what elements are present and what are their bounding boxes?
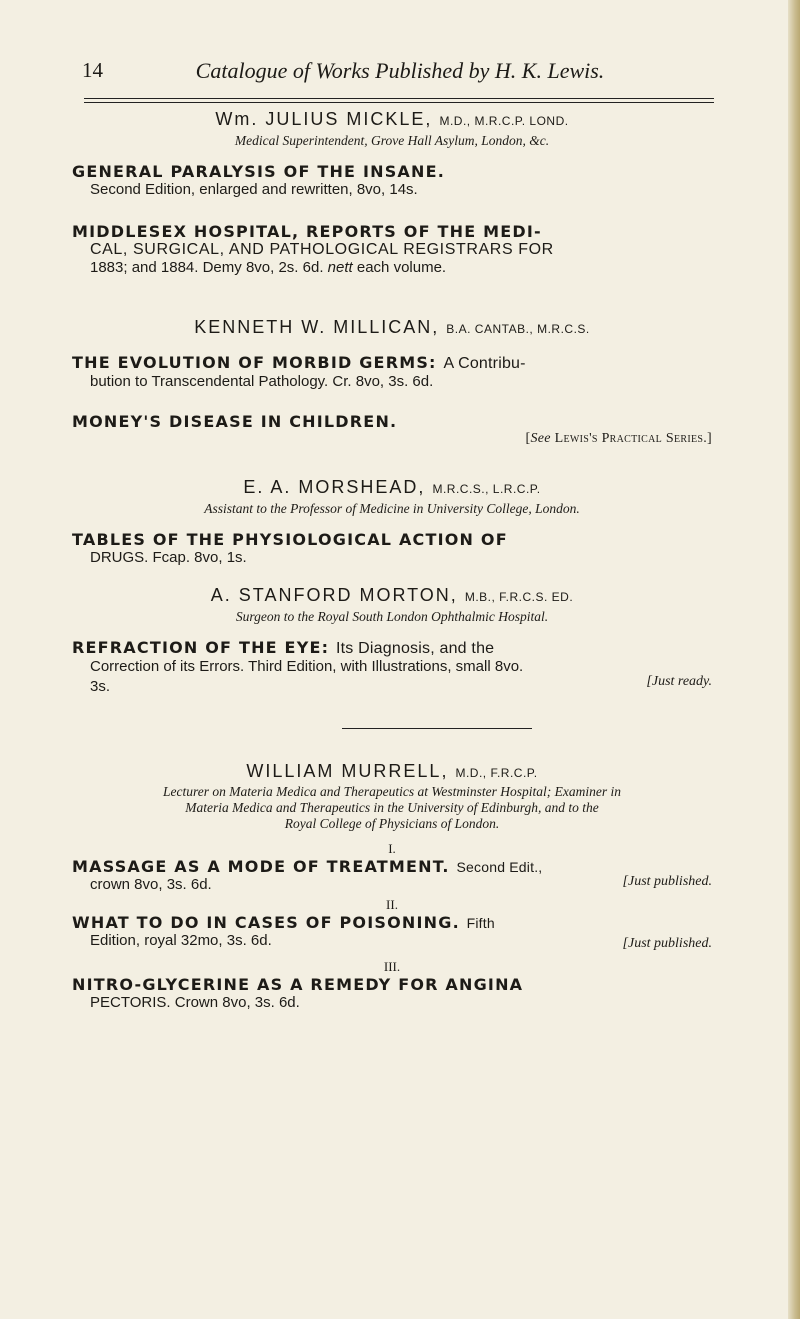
book-description: PECTORIS. Crown 8vo, 3s. 6d. bbox=[90, 994, 300, 1011]
description-line bbox=[72, 932, 712, 954]
author-degrees: M.D., F.R.C.P. bbox=[455, 766, 538, 780]
author-affiliation: Assistant to the Professor of Medicine in University College, London. bbox=[204, 501, 580, 516]
author-name: KENNETH W. MILLICAN, B.A. CANTAB., M.R.C.S. bbox=[194, 317, 590, 337]
section-rule bbox=[342, 728, 532, 729]
book-title: THE EVOLUTION OF MORBID GERMS: A Contribu- bbox=[72, 353, 526, 372]
author-degrees: M.B., F.R.C.S. ED. bbox=[464, 590, 574, 604]
book-title: NITRO-GLYCERINE AS A REMEDY FOR ANGINA bbox=[72, 975, 524, 994]
book-description: Correction of its Errors. Third Edition, with Illustrations, small 8vo. bbox=[90, 658, 524, 675]
book-title: MASSAGE AS A MODE OF TREATMENT. Second Edit., bbox=[72, 857, 543, 876]
book-status: [Just published. bbox=[622, 936, 712, 951]
price-line bbox=[72, 676, 712, 696]
book-status: [Just ready. bbox=[646, 674, 712, 689]
book-title: REFRACTION OF THE EYE: Its Diagnosis, and the bbox=[72, 638, 495, 657]
author-name: E. A. MORSHEAD, M.R.C.S., L.R.C.P. bbox=[243, 477, 541, 497]
running-head: Catalogue of Works Published by H. K. Lewis. bbox=[195, 58, 605, 83]
book-description: Second Edition, enlarged and rewritten, 8vo, 14s. bbox=[90, 181, 418, 198]
author-name: Wm. JULIUS MICKLE, M.D., M.R.C.P. LOND. bbox=[215, 109, 569, 129]
author-affiliation-line: Lecturer on Materia Medica and Therapeutics at Westminster Hospital; Examiner in bbox=[163, 784, 621, 799]
entry-millican bbox=[72, 316, 712, 447]
entry-morshead bbox=[72, 476, 712, 567]
author-degrees: M.D., M.R.C.P. LOND. bbox=[439, 114, 569, 128]
book-description: Edition, royal 32mo, 3s. 6d. bbox=[90, 932, 272, 949]
entry-mickle bbox=[72, 108, 712, 277]
book-title-continued: CAL, SURGICAL, AND PATHOLOGICAL REGISTRARS FOR bbox=[90, 241, 554, 258]
book-description: DRUGS. Fcap. 8vo, 1s. bbox=[90, 549, 247, 566]
page-edge bbox=[788, 0, 800, 1319]
book-description: crown 8vo, 3s. 6d. bbox=[90, 876, 212, 893]
item-numeral: II. bbox=[386, 897, 398, 912]
book-price: 3s. bbox=[90, 678, 111, 695]
book-title: WHAT TO DO IN CASES OF POISONING. Fifth bbox=[72, 913, 495, 932]
author-name: WILLIAM MURRELL, M.D., F.R.C.P. bbox=[246, 761, 538, 781]
author-affiliation-line: Royal College of Physicians of London. bbox=[284, 816, 500, 831]
entry-morton bbox=[72, 584, 712, 696]
author-affiliation-line: Materia Medica and Therapeutics in the University of Edinburgh, and to the bbox=[185, 800, 599, 815]
header-rule bbox=[84, 98, 714, 103]
see-note: [See Lewis's Practical Series.] bbox=[525, 431, 712, 446]
item-numeral: I. bbox=[388, 841, 396, 856]
page-number: 14 bbox=[82, 58, 103, 82]
book-title: GENERAL PARALYSIS OF THE INSANE. bbox=[72, 162, 446, 181]
author-degrees: M.R.C.S., L.R.C.P. bbox=[432, 482, 541, 496]
author-affiliation: Medical Superintendent, Grove Hall Asylum, London, &c. bbox=[234, 133, 550, 148]
book-title: TABLES OF THE PHYSIOLOGICAL ACTION OF bbox=[72, 530, 508, 549]
entry-murrell bbox=[72, 760, 712, 1012]
book-status: [Just published. bbox=[622, 874, 712, 889]
book-description: bution to Transcendental Pathology. Cr. 8vo, 3s. 6d. bbox=[90, 373, 434, 390]
book-title: MIDDLESEX HOSPITAL, REPORTS OF THE MEDI- bbox=[72, 222, 542, 241]
author-affiliation: Surgeon to the Royal South London Ophthalmic Hospital. bbox=[235, 609, 549, 624]
item-numeral: III. bbox=[383, 959, 401, 974]
book-title: MONEY'S DISEASE IN CHILDREN. bbox=[72, 412, 398, 431]
author-name: A. STANFORD MORTON, M.B., F.R.C.S. ED. bbox=[210, 585, 574, 605]
author-degrees: B.A. CANTAB., M.R.C.S. bbox=[446, 322, 590, 336]
book-description: 1883; and 1884. Demy 8vo, 2s. 6d. nett each volume. bbox=[90, 259, 447, 276]
description-line bbox=[72, 876, 712, 894]
